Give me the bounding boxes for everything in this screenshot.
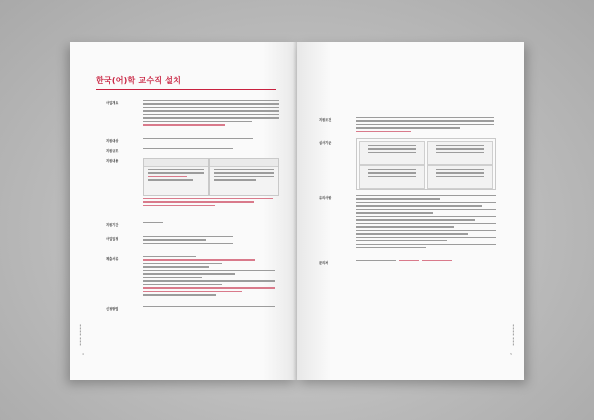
section-label-target: 지원대상 xyxy=(106,139,119,143)
criteria-cell xyxy=(359,141,425,165)
documents-text xyxy=(143,256,275,298)
criteria-grid xyxy=(356,138,496,190)
section-label-schedule: 사업일정 xyxy=(106,237,119,241)
section-label-apply: 신청방법 xyxy=(106,307,119,311)
overview-text xyxy=(143,100,279,128)
contact-email xyxy=(422,260,452,263)
content-notes xyxy=(143,198,273,208)
criteria-cell xyxy=(427,165,493,189)
left-page xyxy=(70,42,297,380)
section-label-period: 지원기간 xyxy=(106,223,119,227)
page-title-block xyxy=(96,75,276,86)
criteria-cell xyxy=(427,141,493,165)
criteria-cell xyxy=(359,165,425,189)
apply-text xyxy=(143,306,275,309)
content-table-left xyxy=(143,158,209,196)
contact-phone xyxy=(399,260,419,263)
conditions-text xyxy=(356,117,494,134)
section-label-overview: 사업개요 xyxy=(106,101,119,105)
target-text xyxy=(143,138,253,141)
left-side-running-head: ▮▮▮▮ ▮▮▮ xyxy=(79,324,82,346)
section-label-notes: 유의사항 xyxy=(319,196,332,200)
section-label-conditions: 지원조건 xyxy=(319,118,332,122)
notes-text xyxy=(356,195,496,251)
left-page-number: 4 xyxy=(82,352,84,356)
section-label-criteria: 심사기준 xyxy=(319,141,332,145)
schedule-text xyxy=(143,236,233,246)
right-page xyxy=(297,42,524,380)
content-table-right xyxy=(209,158,279,196)
contact-name xyxy=(356,260,396,263)
section-label-contact: 문의처 xyxy=(319,261,329,265)
section-label-scale: 지원규모 xyxy=(106,149,119,153)
right-side-running-head: ▮▮▮▮ ▮▮▮ xyxy=(512,324,515,346)
right-page-number: 5 xyxy=(510,352,512,356)
section-label-content: 지원내용 xyxy=(106,159,119,163)
title-underline xyxy=(96,89,276,90)
period-text xyxy=(143,222,163,225)
scale-text xyxy=(143,148,233,151)
section-label-documents: 제출서류 xyxy=(106,257,119,261)
page-title: 한국(어)학 교수직 설치 xyxy=(96,76,182,85)
